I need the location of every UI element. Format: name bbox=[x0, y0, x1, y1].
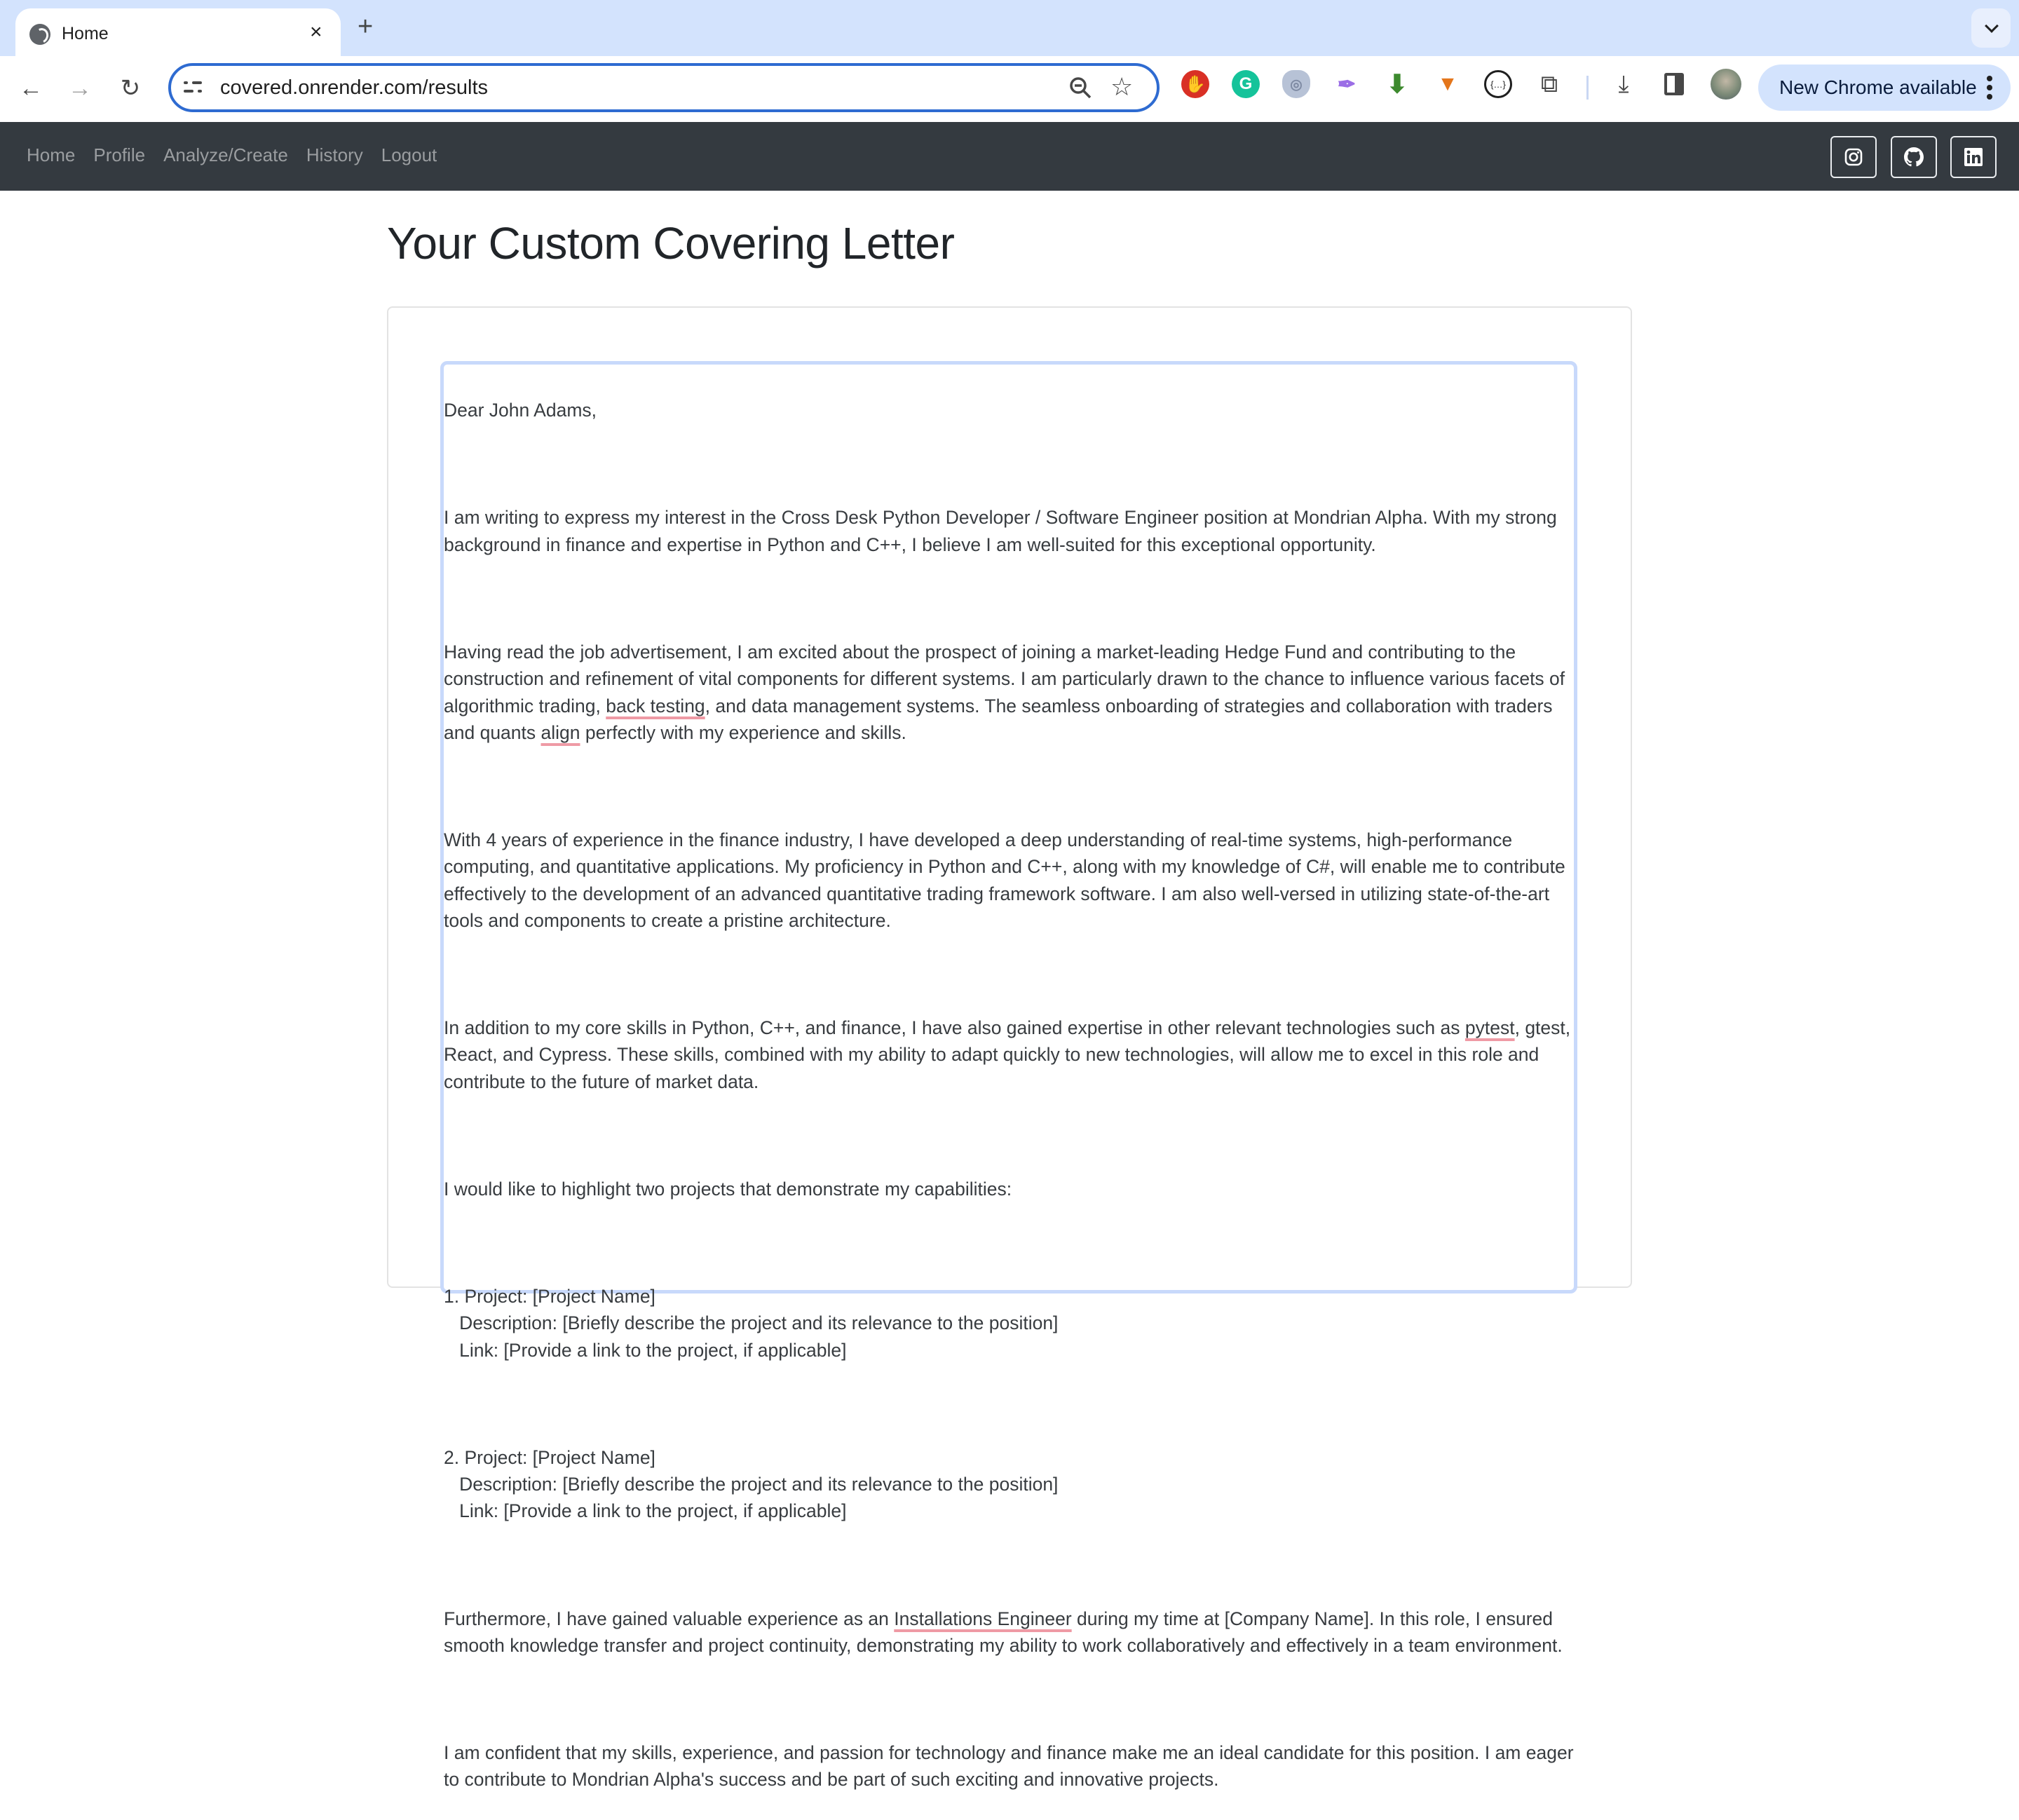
nav-link-profile[interactable]: Profile bbox=[93, 144, 146, 165]
bookmark-star-icon[interactable]: ☆ bbox=[1110, 72, 1134, 101]
kebab-menu-icon[interactable] bbox=[1987, 76, 1992, 100]
letter-paragraph-8: Furthermore, I have gained valuable experience as an Installations Engineer during my time at [Company Name]. In this role, I ensured smooth knowledge transfer and project continuity, demonstrating my ability to work collaboratively and effectively in a team environment. bbox=[444, 1608, 1563, 1656]
letter-salutation: Dear John Adams, bbox=[444, 400, 597, 421]
github-icon bbox=[1904, 147, 1924, 167]
grammarly-extension-icon[interactable]: G bbox=[1232, 70, 1260, 98]
linkedin-icon bbox=[1964, 148, 1983, 166]
quill-extension-icon[interactable]: ✒ bbox=[1337, 72, 1357, 97]
globe-icon bbox=[29, 24, 50, 45]
letter-paragraph-9: I am confident that my skills, experience, and passion for technology and finance make me an ideal candidate for this position. I am eager to contribute to Mondrian Alpha's success and be part of such exciting and innovative projects. bbox=[444, 1742, 1579, 1791]
github-button[interactable] bbox=[1891, 136, 1937, 178]
letter-paragraph-4: In addition to my core skills in Python, C++, and finance, I have also gained expertise in other relevant technologies such as pytest, gtest, React, and Cypress. These skills, combined with my ability to adapt quickly to new technologies, will allow me to excel in this role and contribute to the future of market data. bbox=[444, 1017, 1576, 1092]
metamask-fox-extension-icon[interactable]: ▼ bbox=[1437, 72, 1458, 95]
shield-extension-icon[interactable]: ◎ bbox=[1282, 70, 1310, 98]
site-navbar bbox=[0, 122, 2019, 191]
browser-tab-strip bbox=[0, 0, 2019, 56]
spellcheck-flag: pytest bbox=[1464, 1017, 1515, 1039]
instagram-button[interactable] bbox=[1830, 136, 1877, 178]
linkedin-button[interactable] bbox=[1950, 136, 1997, 178]
spellcheck-flag: align bbox=[541, 721, 580, 743]
letter-paragraph-3: With 4 years of experience in the finance industry, I have developed a deep understanding of real-time systems, high-performance computing, and quantitative applications. My proficiency in Python and C++, along with my knowledge of C#, will enable me to contribute effectively to the development of an advanced quantitative trading framework software. I am also well-versed in utilizing state-of-the-art tools and components to create a pristine architecture. bbox=[444, 829, 1571, 931]
instagram-icon bbox=[1844, 148, 1863, 166]
nav-link-logout[interactable]: Logout bbox=[381, 144, 437, 165]
new-chrome-available-button[interactable] bbox=[1758, 64, 2011, 111]
tab-search-chevron-icon[interactable] bbox=[1971, 8, 2011, 48]
toolbar-divider bbox=[1586, 76, 1589, 100]
nav-link-history[interactable]: History bbox=[306, 144, 363, 165]
zoom-out-icon[interactable] bbox=[1068, 76, 1092, 100]
reload-button[interactable]: ↻ bbox=[120, 75, 141, 102]
close-tab-button[interactable]: × bbox=[310, 20, 322, 43]
download-arrow-extension-icon[interactable]: ⬇ bbox=[1386, 69, 1408, 98]
side-panel-icon[interactable] bbox=[1660, 70, 1688, 98]
url-text[interactable]: covered.onrender.com/results bbox=[220, 76, 489, 99]
tab-title: Home bbox=[62, 24, 109, 43]
update-label: New Chrome available bbox=[1779, 76, 1977, 98]
nav-links bbox=[27, 144, 437, 166]
letter-paragraph-5: I would like to highlight two projects that demonstrate my capabilities: bbox=[444, 1178, 1012, 1200]
downloads-icon[interactable]: ⤓ bbox=[1618, 70, 1629, 97]
letter-paragraph-2: Having read the job advertisement, I am excited about the prospect of joining a market-leading Hedge Fund and contributing to the construction and refinement of vital components for different systems. I am particularly drawn to the chance to influence various facets of algorithmic trading, back testing, and data management systems. The seamless onboarding of strategies and collaboration with traders and quants align perfectly with my experience and skills. bbox=[444, 641, 1570, 743]
puzzle-extensions-icon[interactable]: ⧉ bbox=[1540, 70, 1558, 97]
forward-button[interactable]: → bbox=[68, 75, 92, 102]
site-info-tune-icon[interactable] bbox=[184, 79, 202, 97]
nav-link-home[interactable]: Home bbox=[27, 144, 76, 165]
new-tab-button[interactable]: + bbox=[358, 12, 374, 41]
browser-toolbar bbox=[0, 56, 2019, 121]
spellcheck-flag: Installations Engineer bbox=[894, 1608, 1072, 1629]
nav-link-analyze-create[interactable]: Analyze/Create bbox=[163, 144, 288, 165]
spellcheck-flag: back testing bbox=[606, 695, 705, 717]
page-title: Your Custom Covering Letter bbox=[387, 218, 955, 269]
back-button[interactable]: ← bbox=[19, 75, 43, 102]
address-bar[interactable] bbox=[168, 63, 1160, 112]
profile-avatar[interactable] bbox=[1711, 69, 1741, 100]
letter-project-1: 1. Project: [Project Name] Description: [Briefly describe the project and its relevance to the position] Link: [Provide a link to the project, if applicable] bbox=[444, 1286, 1059, 1361]
cover-letter-textarea[interactable] bbox=[440, 361, 1579, 1791]
adblock-extension-icon[interactable]: ✋ bbox=[1181, 70, 1209, 98]
letter-project-2: 2. Project: [Project Name] Description: [Briefly describe the project and its relevance to the position] Link: [Provide a link to the project, if applicable] bbox=[444, 1446, 1059, 1522]
letter-paragraph-1: I am writing to express my interest in the Cross Desk Python Developer / Software Engineer position at Mondrian Alpha. With my strong background in finance and expertise in Python and C++, I believe I am well-suited for this exceptional opportunity. bbox=[444, 507, 1563, 555]
json-viewer-extension-icon[interactable]: {…} bbox=[1484, 70, 1512, 98]
